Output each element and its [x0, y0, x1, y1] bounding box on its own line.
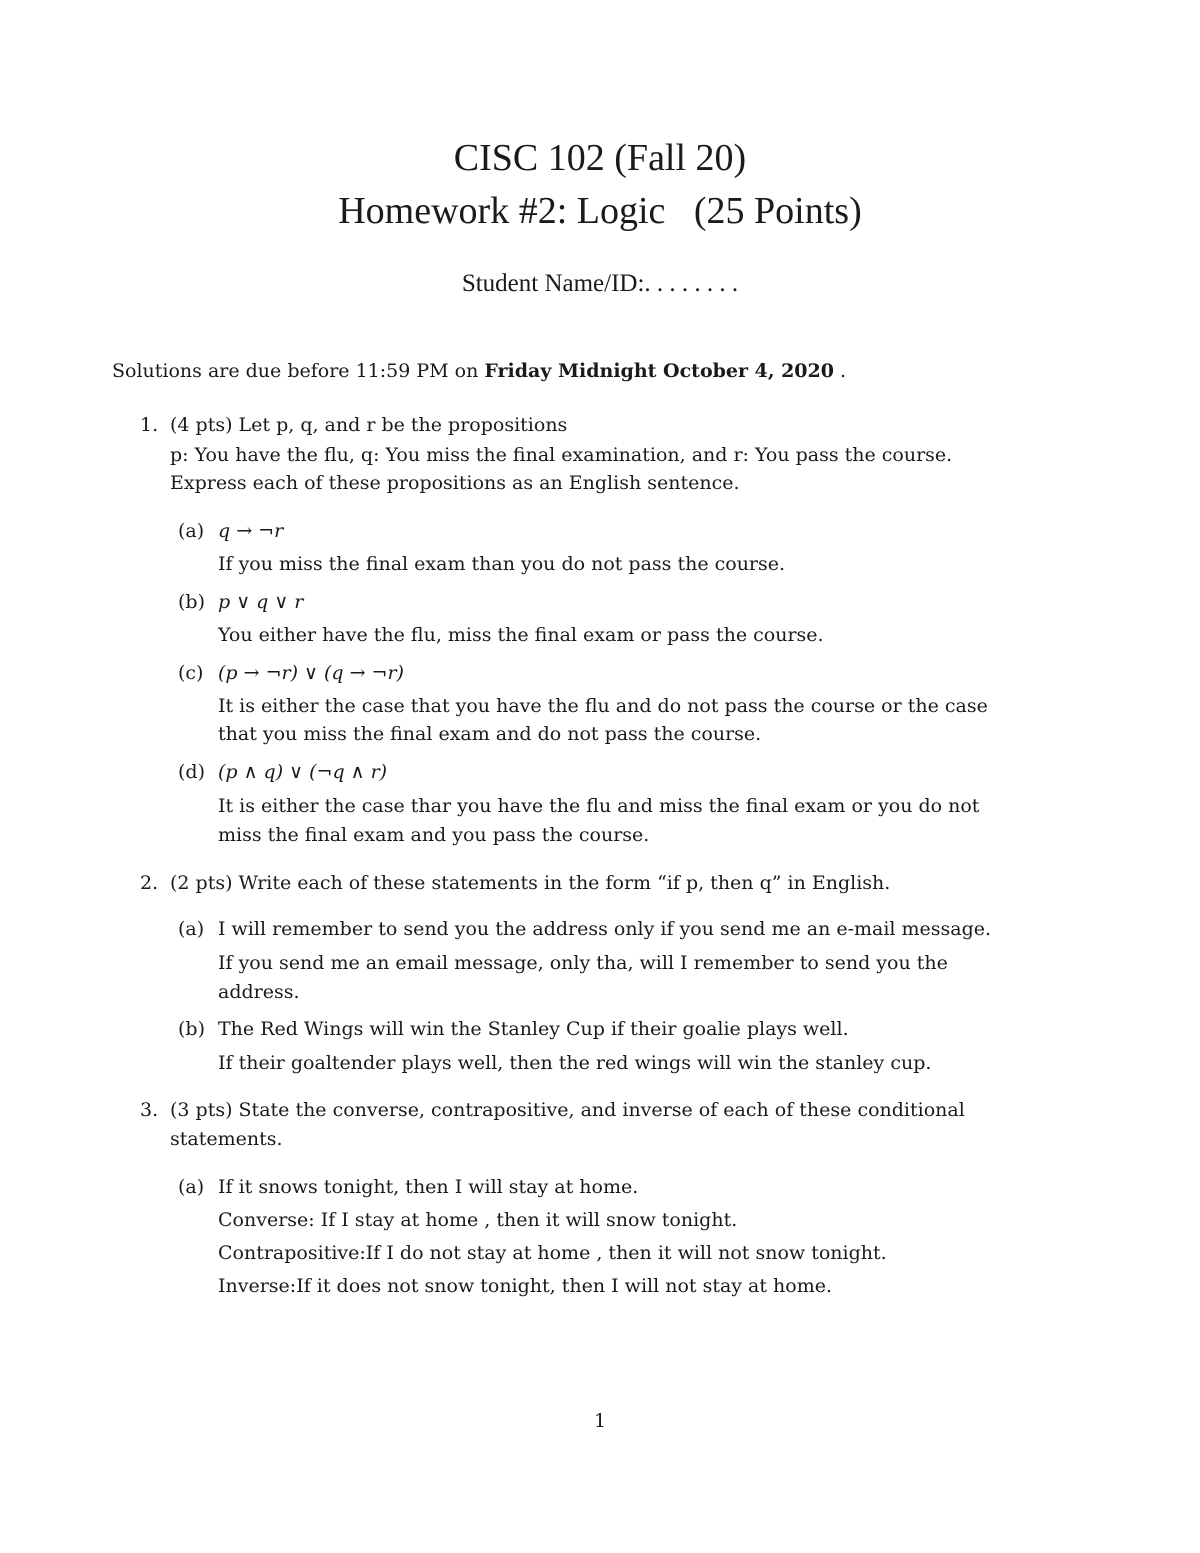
answer-contrapositive: Contrapositive:If I do not stay at home , then it will not snow tonight.: [218, 1242, 887, 1264]
question-intro: (4 pts) Let p, q, and r be the propositions: [170, 414, 568, 436]
question-intro: (2 pts) Write each of these statements in the form “if p, then q” in English.: [170, 872, 891, 894]
logic-expression: (p → ¬r) ∨ (q → ¬r): [218, 662, 404, 684]
due-suffix: .: [833, 360, 847, 382]
student-name-line: Student Name/ID:. . . . . . . .: [461, 270, 739, 297]
part-label: (a): [178, 520, 205, 542]
question-intro: statements.: [170, 1128, 283, 1150]
part-label: (a): [178, 918, 205, 940]
part-label: (a): [178, 1176, 205, 1198]
answer-line: It is either the case that you have the flu and do not pass the course or the case: [218, 695, 988, 717]
answer-converse: Converse: If I stay at home , then it will snow tonight.: [218, 1209, 738, 1231]
part-label: (b): [178, 591, 205, 613]
proposition-definitions: p: You have the flu, q: You miss the final examination, and r: You pass the course.: [170, 444, 953, 466]
question-number: 1.: [140, 414, 159, 436]
answer-line: If their goaltender plays well, then the red wings will win the stanley cup.: [218, 1052, 932, 1074]
question-number: 3.: [140, 1099, 159, 1121]
statement: The Red Wings will win the Stanley Cup if their goalie plays well.: [218, 1018, 849, 1040]
answer-inverse: Inverse:If it does not snow tonight, then I will not stay at home.: [218, 1275, 833, 1297]
logic-expression: (p ∧ q) ∨ (¬q ∧ r): [218, 761, 388, 783]
part-label: (b): [178, 1018, 205, 1040]
answer-line: miss the final exam and you pass the course.: [218, 824, 650, 846]
question-number: 2.: [140, 872, 159, 894]
question-instruction: Express each of these propositions as an English sentence.: [170, 472, 740, 494]
statement: I will remember to send you the address only if you send me an e-mail message.: [218, 918, 992, 940]
answer-line: You either have the flu, miss the final exam or pass the course.: [218, 624, 824, 646]
question-intro: (3 pts) State the converse, contrapositive, and inverse of each of these conditional: [170, 1099, 965, 1121]
due-prefix: Solutions are due before 11:59 PM on: [112, 360, 485, 382]
part-label: (c): [178, 662, 204, 684]
part-label: (d): [178, 761, 205, 783]
logic-expression: p ∨ q ∨ r: [218, 591, 304, 613]
homework-title: Homework #2: Logic (25 Points): [338, 190, 862, 232]
answer-line: It is either the case thar you have the flu and miss the final exam or you do not: [218, 795, 980, 817]
page-number: 1: [593, 1410, 607, 1432]
logic-expression: q → ¬r: [218, 520, 284, 542]
statement: If it snows tonight, then I will stay at home.: [218, 1176, 639, 1198]
due-date-line: [112, 360, 846, 382]
course-title: CISC 102 (Fall 20): [453, 137, 747, 179]
answer-line: that you miss the final exam and do not pass the course.: [218, 723, 762, 745]
answer-line: address.: [218, 981, 300, 1003]
due-date: Friday Midnight October 4, 2020: [484, 360, 834, 382]
answer-line: If you miss the final exam than you do not pass the course.: [218, 553, 786, 575]
answer-line: If you send me an email message, only tha, will I remember to send you the: [218, 952, 948, 974]
